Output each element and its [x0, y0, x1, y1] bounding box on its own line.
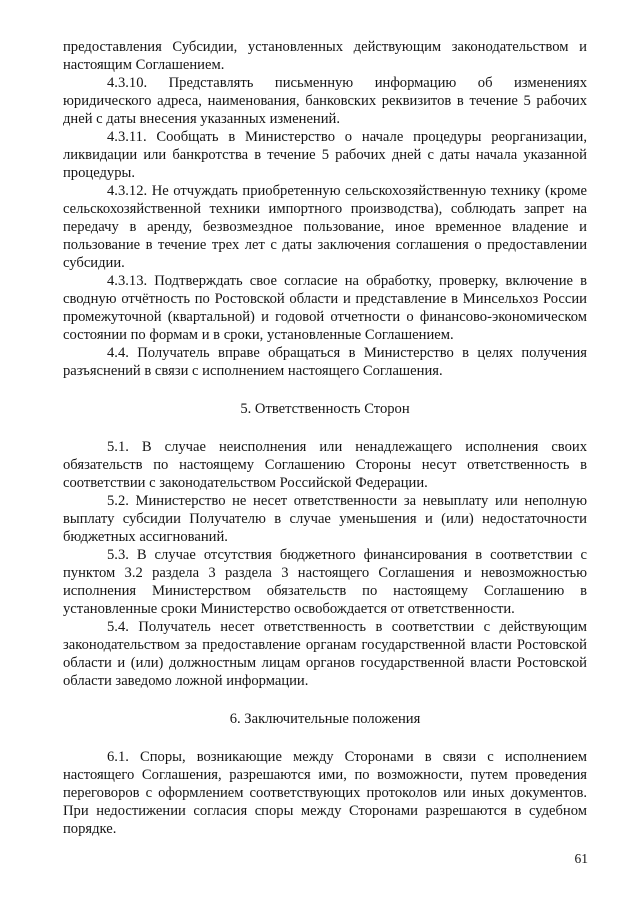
section-5-heading: 5. Ответственность Сторон	[240, 401, 410, 417]
paragraph-5-3: 5.3. В случае отсутствия бюджетного финансирования в соответствии с пунктом 3.2 раздела 3 раздела 3 настоящего Соглашения и невозможностью исполнения Министерством обязательств по настоящему Соглашению в установленные сроки Министерство освобождается от ответственности.	[63, 547, 587, 617]
document-page	[63, 38, 587, 838]
paragraph-4-4: 4.4. Получатель вправе обращаться в Министерство в целях получения разъяснений в связи с исполнением настоящего Соглашения.	[63, 345, 587, 379]
page-number: 61	[574, 851, 588, 866]
paragraph-4-3-11: 4.3.11. Сообщать в Министерство о начале процедуры реорганизации, ликвидации или банкротства в течение 5 рабочих дней с даты начала указанной процедуры.	[63, 129, 587, 181]
spacer	[63, 728, 587, 748]
paragraph-6-1: 6.1. Споры, возникающие между Сторонами в связи с исполнением настоящего Соглашения, разрешаются ими, по возможности, путем проведения переговоров с оформлением соответствующих протоколов или иных документов. При недостижении согласия споры между Сторонами разрешаются в судебном порядке.	[63, 749, 587, 837]
paragraph-4-3-10: 4.3.10. Представлять письменную информацию об изменениях юридического адреса, наименования, банковских реквизитов в течение 5 рабочих дней с даты внесения указанных изменений.	[63, 75, 587, 127]
paragraph-4-3-13: 4.3.13. Подтверждать свое согласие на обработку, проверку, включение в сводную отчётность по Ростовской области и представление в Минсельхоз России промежуточной (квартальной) и годовой отчетности о финансово-экономическом состоянии по формам и в сроки, установленные Соглашением.	[63, 273, 587, 343]
spacer	[63, 380, 587, 400]
spacer	[63, 690, 587, 710]
spacer	[63, 418, 587, 438]
section-6-heading: 6. Заключительные положения	[229, 711, 421, 727]
paragraph-4-3-12: 4.3.12. Не отчуждать приобретенную сельскохозяйственную технику (кроме сельскохозяйственной техники импортного производства), соблюдать запрет на передачу в аренду, безвозмездное пользование, иное временное владение и пользование в течение трех лет с даты заключения соглашения о предоставлении субсидии.	[63, 183, 587, 271]
paragraph-5-4: 5.4. Получатель несет ответственность в соответствии с действующим законодательством за предоставление органам государственной власти Ростовской области и (или) должностным лицам органов государственной власти Ростовской области заведомо ложной информации.	[63, 619, 587, 689]
paragraph-5-2: 5.2. Министерство не несет ответственности за невыплату или неполную выплату субсидии Получателю в случае уменьшения и (или) недостаточности бюджетных ассигнований.	[63, 493, 587, 545]
paragraph-5-1: 5.1. В случае неисполнения или ненадлежащего исполнения своих обязательств по настоящему Соглашению Стороны несут ответственность в соответствии с законодательством Российской Федерации.	[63, 439, 587, 491]
paragraph-continuation: предоставления Субсидии, установленных действующим законодательством и настоящим Соглашением.	[63, 39, 587, 73]
